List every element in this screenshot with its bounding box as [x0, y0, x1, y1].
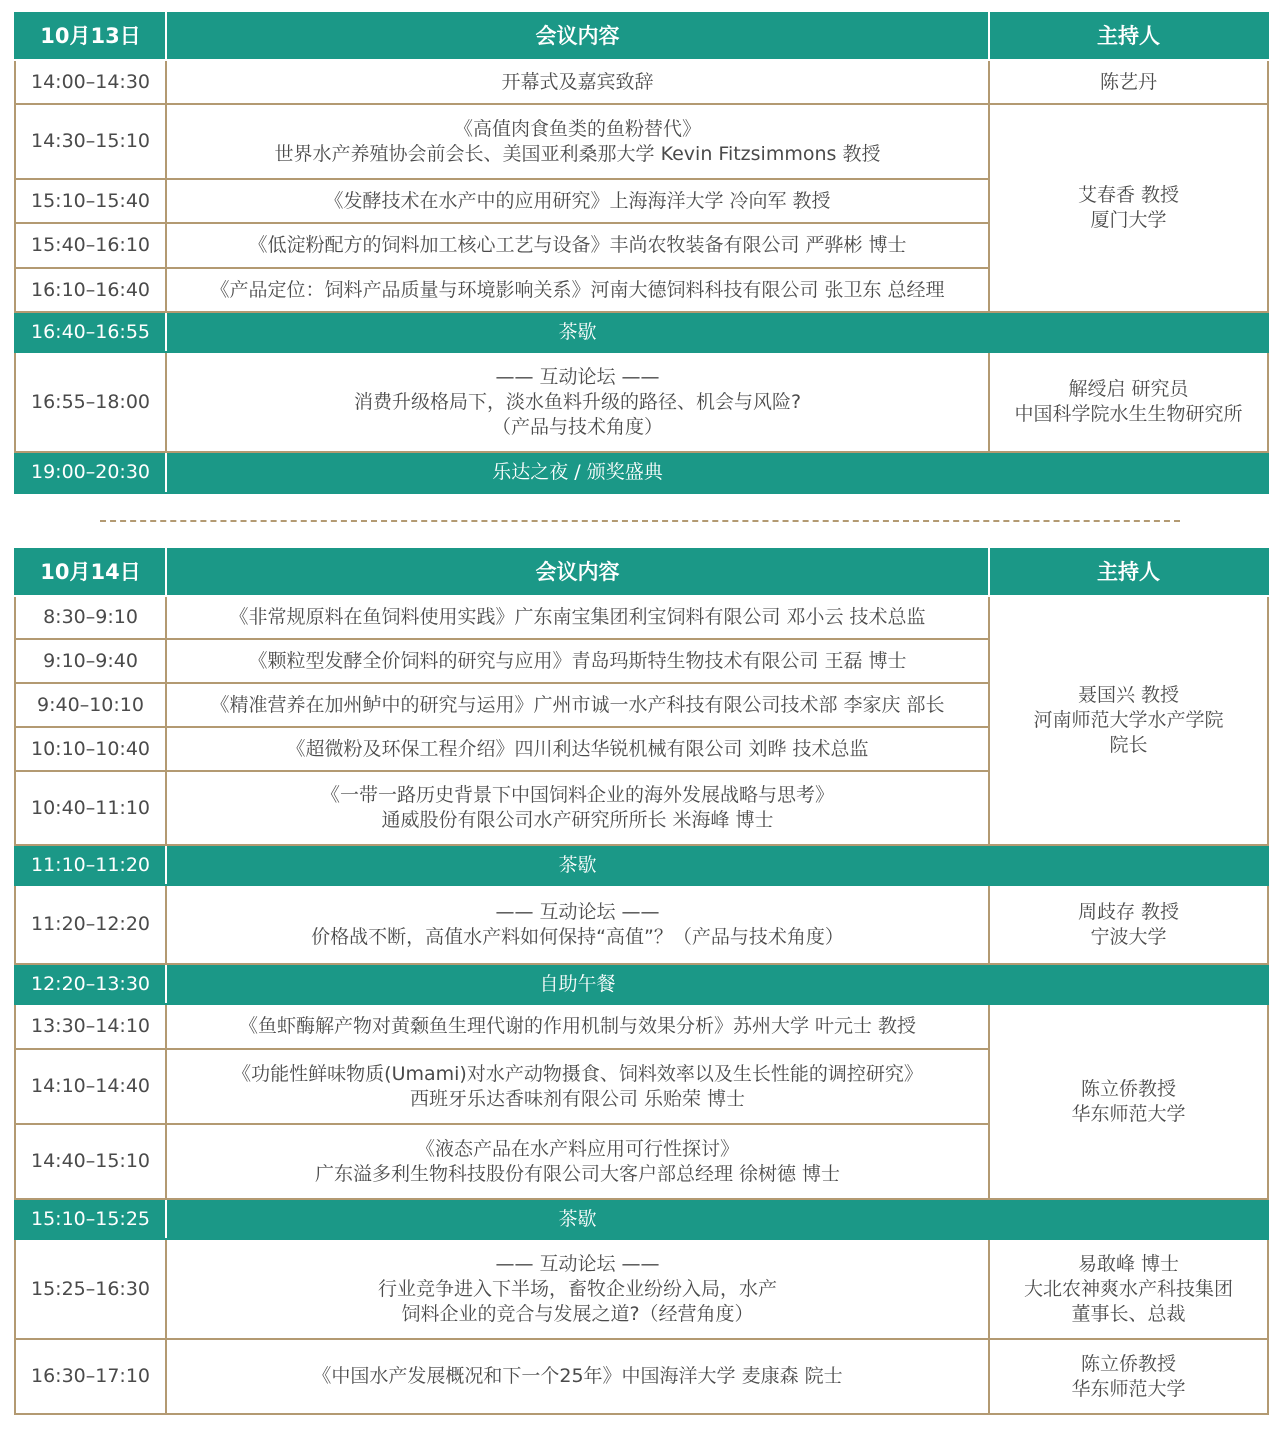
session-host: 陈立侨教授 华东师范大学	[989, 1339, 1268, 1414]
day1-content-header: 会议内容	[166, 13, 989, 60]
session-time: 10:10–10:40	[15, 727, 166, 771]
session-content: 《一带一路历史背景下中国饲料企业的海外发展战略与思考》 通威股份有限公司水产研究所所长 米海峰 博士	[166, 771, 989, 845]
session-time: 11:10–11:20	[15, 845, 166, 885]
day2-date: 10月14日	[15, 549, 166, 596]
section-divider	[100, 520, 1180, 522]
break-row	[15, 312, 1268, 352]
session-time: 14:00–14:30	[15, 60, 166, 104]
session-content: 《鱼虾酶解产物对黄颡鱼生理代谢的作用机制与效果分析》苏州大学 叶元士 教授	[166, 1004, 989, 1049]
session-content: —— 互动论坛 —— 价格战不断，高值水产料如何保持“高值”？（产品与技术角度）	[166, 885, 989, 964]
table-row	[15, 1004, 1268, 1049]
session-content: 《发酵技术在水产中的应用研究》上海海洋大学 冷向军 教授	[166, 179, 989, 223]
session-host: 聂国兴 教授 河南师范大学水产学院 院长	[989, 596, 1268, 845]
session-host: 周歧存 教授 宁波大学	[989, 885, 1268, 964]
table-row	[15, 885, 1268, 964]
session-time: 13:30–14:10	[15, 1004, 166, 1049]
session-content: 《超微粉及环保工程介绍》四川利达华锐机械有限公司 刘晔 技术总监	[166, 727, 989, 771]
session-content: 《功能性鲜味物质(Umami)对水产动物摄食、饲料效率以及生长性能的调控研究》 西班牙乐达香味剂有限公司 乐贻荣 博士	[166, 1049, 989, 1124]
session-time: 15:10–15:25	[15, 1199, 166, 1239]
session-content: 《颗粒型发酵全价饲料的研究与应用》青岛玛斯特生物技术有限公司 王磊 博士	[166, 639, 989, 683]
day1-date: 10月13日	[15, 13, 166, 60]
session-content: 《低淀粉配方的饲料加工核心工艺与设备》丰尚农牧装备有限公司 严骅彬 博士	[166, 223, 989, 268]
session-time: 9:10–9:40	[15, 639, 166, 683]
session-time: 9:40–10:10	[15, 683, 166, 727]
table-row	[15, 352, 1268, 452]
table-row	[15, 596, 1268, 639]
break-row	[15, 1199, 1268, 1239]
break-label: 茶歇	[166, 845, 989, 885]
session-time: 15:25–16:30	[15, 1239, 166, 1339]
break-row	[15, 845, 1268, 885]
session-content: 《精准营养在加州鲈中的研究与运用》广州市诚一水产科技有限公司技术部 李家庆 部长	[166, 683, 989, 727]
session-time: 11:20–12:20	[15, 885, 166, 964]
session-content: 《液态产品在水产料应用可行性探讨》 广东溢多利生物科技股份有限公司大客户部总经理 徐树德 博士	[166, 1124, 989, 1199]
session-host: 陈艺丹	[989, 60, 1268, 104]
table-row	[15, 60, 1268, 104]
session-time: 19:00–20:30	[15, 452, 166, 493]
session-time: 14:10–14:40	[15, 1049, 166, 1124]
day2-content-header: 会议内容	[166, 549, 989, 596]
session-host: 陈立侨教授 华东师范大学	[989, 1004, 1268, 1199]
session-time: 16:55–18:00	[15, 352, 166, 452]
day2-host-header: 主持人	[989, 549, 1268, 596]
session-time: 14:30–15:10	[15, 104, 166, 179]
session-content: 《产品定位：饲料产品质量与环境影响关系》河南大德饲料科技有限公司 张卫东 总经理	[166, 268, 989, 312]
session-content: 开幕式及嘉宾致辞	[166, 60, 989, 104]
break-row	[15, 452, 1268, 493]
break-label: 乐达之夜 / 颁奖盛典	[166, 452, 989, 493]
session-content: 《非常规原料在鱼饲料使用实践》广东南宝集团利宝饲料有限公司 邓小云 技术总监	[166, 596, 989, 639]
break-label: 茶歇	[166, 312, 989, 352]
session-host: 艾春香 教授 厦门大学	[989, 104, 1268, 312]
table-row	[15, 1239, 1268, 1339]
day1-host-header: 主持人	[989, 13, 1268, 60]
session-content: —— 互动论坛 —— 消费升级格局下，淡水鱼料升级的路径、机会与风险? （产品与技术角度）	[166, 352, 989, 452]
session-time: 8:30–9:10	[15, 596, 166, 639]
session-time: 12:20–13:30	[15, 964, 166, 1004]
break-row	[15, 964, 1268, 1004]
session-time: 15:40–16:10	[15, 223, 166, 268]
break-label: 自助午餐	[166, 964, 989, 1004]
session-content: —— 互动论坛 —— 行业竞争进入下半场，畜牧企业纷纷入局，水产 饲料企业的竞合与发展之道?（经营角度）	[166, 1239, 989, 1339]
session-time: 15:10–15:40	[15, 179, 166, 223]
session-time: 10:40–11:10	[15, 771, 166, 845]
session-time: 16:30–17:10	[15, 1339, 166, 1414]
table-row	[15, 1339, 1268, 1414]
session-host: 易敢峰 博士 大北农神爽水产科技集团 董事长、总裁	[989, 1239, 1268, 1339]
day1-schedule-table	[14, 12, 1269, 494]
session-content: 《高值肉食鱼类的鱼粉替代》 世界水产养殖协会前会长、美国亚利桑那大学 Kevin Fitzsimmons 教授	[166, 104, 989, 179]
session-time: 14:40–15:10	[15, 1124, 166, 1199]
break-label: 茶歇	[166, 1199, 989, 1239]
table-row	[15, 104, 1268, 179]
session-time: 16:10–16:40	[15, 268, 166, 312]
day2-header-row	[15, 549, 1268, 596]
session-content: 《中国水产发展概况和下一个25年》中国海洋大学 麦康森 院士	[166, 1339, 989, 1414]
session-host: 解绶启 研究员 中国科学院水生生物研究所	[989, 352, 1268, 452]
day1-header-row	[15, 13, 1268, 60]
day2-schedule-table	[14, 548, 1269, 1415]
session-time: 16:40–16:55	[15, 312, 166, 352]
